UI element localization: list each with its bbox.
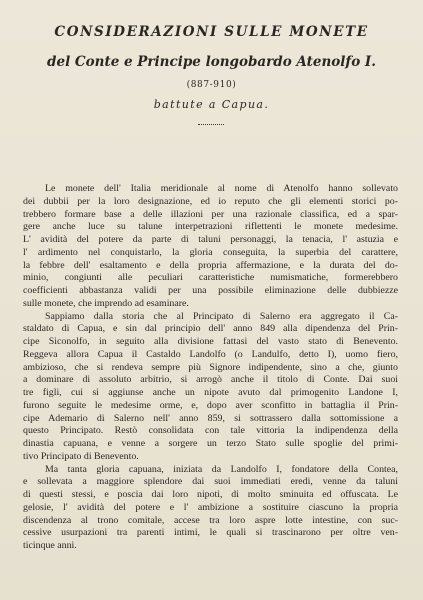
text-line: ambizioso, che si rendeva sempre più Signore indipendente, sino a che, giunto bbox=[23, 361, 398, 373]
text-line: Sappiamo dalla storia che al Principato di Salerno era aggregato il Ca- bbox=[45, 310, 398, 322]
text-line: L' avidità del potere da parte di taluni personaggi, la tenacia, l' astuzia e bbox=[23, 234, 398, 245]
text-line: staldato di Capua, e sin dal principio dell' anno 849 alla dipendenza del Prin- bbox=[23, 323, 398, 335]
text-line: trebbero formare base a delle illazioni per una razionale classifica, ed a spar- bbox=[23, 208, 398, 220]
text-line: gelosie, l' avidità del potere e l' ambizione a sostituire ciascuno la propria bbox=[23, 501, 398, 513]
text-line: ticinque anni. bbox=[23, 540, 77, 551]
text-line: e sollevata a maggiore splendore dai suoi immediati eredi, venne da taluni bbox=[23, 476, 398, 488]
text-line: coefficienti abbastanza validi per una possibile eliminazione delle dubbiezze bbox=[23, 285, 398, 296]
text-line: dinastia capuana, e venne a sorgere un terzo Stato sulle spoglie del primi- bbox=[23, 438, 398, 449]
text-line: tivo Principato di Benevento. bbox=[23, 450, 139, 462]
reign-dates: (887-910) bbox=[186, 80, 237, 90]
minted-location: battute a Capua. bbox=[153, 98, 270, 111]
text-line: Ma tanta gloria capuana, iniziata da Landolfo I, fondatore della Contea, bbox=[45, 463, 398, 475]
text-line: la febbre dell' esaltamento e della propria affermazione, e la durata del do- bbox=[23, 259, 398, 271]
text-line: questo Principato. Restò consolidata con tale vittoria la indipendenza della bbox=[23, 425, 398, 437]
text-line: dei dubbii per la loro designazione, ed io reputo che gli elementi storici po- bbox=[23, 195, 398, 207]
text-line: minio, congiunti alle peculiari caratteristiche numismatiche, formerebbero bbox=[23, 272, 398, 284]
text-line: di questi stessi, e poscia dai loro nipoti, di molto sminuita ed offuscata. Le bbox=[23, 489, 398, 500]
text-line: Reggeva allora Capua il Castaldo Landolfo (o Landulfo, detto I), uomo fiero, bbox=[23, 348, 398, 360]
text-line: discendenza al trono comitale, accese tra loro aspre lotte intestine, con suc- bbox=[23, 514, 398, 526]
article-title: CONSIDERAZIONI SULLE MONETE bbox=[54, 24, 369, 40]
text-line: furono seguite le medesime orme, e, dopo aver sconfitto in battaglia il Prin- bbox=[23, 399, 398, 411]
text-line: cessive usurpazioni tra parenti intimi, le quali si trascinarono per oltre ven- bbox=[23, 527, 398, 539]
text-line: tre figli, cui si aggiunse anche un nipote avuto dal primogenito Landone I, bbox=[23, 387, 398, 398]
article-subtitle: del Conte e Principe longobardo Atenolfo I. bbox=[47, 54, 376, 70]
text-line: cipe Siconolfo, in seguito alla divisione fattasi del vasto stato di Benevento. bbox=[23, 336, 398, 347]
text-line: cipe Ademario di Salerno nell' anno 859, si sottrassero dalla sottomissione a bbox=[23, 412, 398, 424]
title-ornament bbox=[198, 124, 224, 129]
text-line: a dominare di assoluto arbitrio, si arrogò anche il titolo di Conte. Dai suoi bbox=[23, 374, 398, 386]
text-line: Le monete dell' Italia meridionale al nome di Atenolfo hanno sollevato bbox=[45, 183, 398, 194]
text-line: sulle monete, che imprendo ad esaminare. bbox=[23, 297, 189, 309]
body-text bbox=[23, 183, 398, 553]
text-line: l' ardimento nel conquistarlo, la gloria conseguita, la superbia del carattere, bbox=[23, 246, 398, 258]
text-line: gere anche luce su talune interpetrazioni riflettenti le monete medesime. bbox=[23, 221, 398, 233]
